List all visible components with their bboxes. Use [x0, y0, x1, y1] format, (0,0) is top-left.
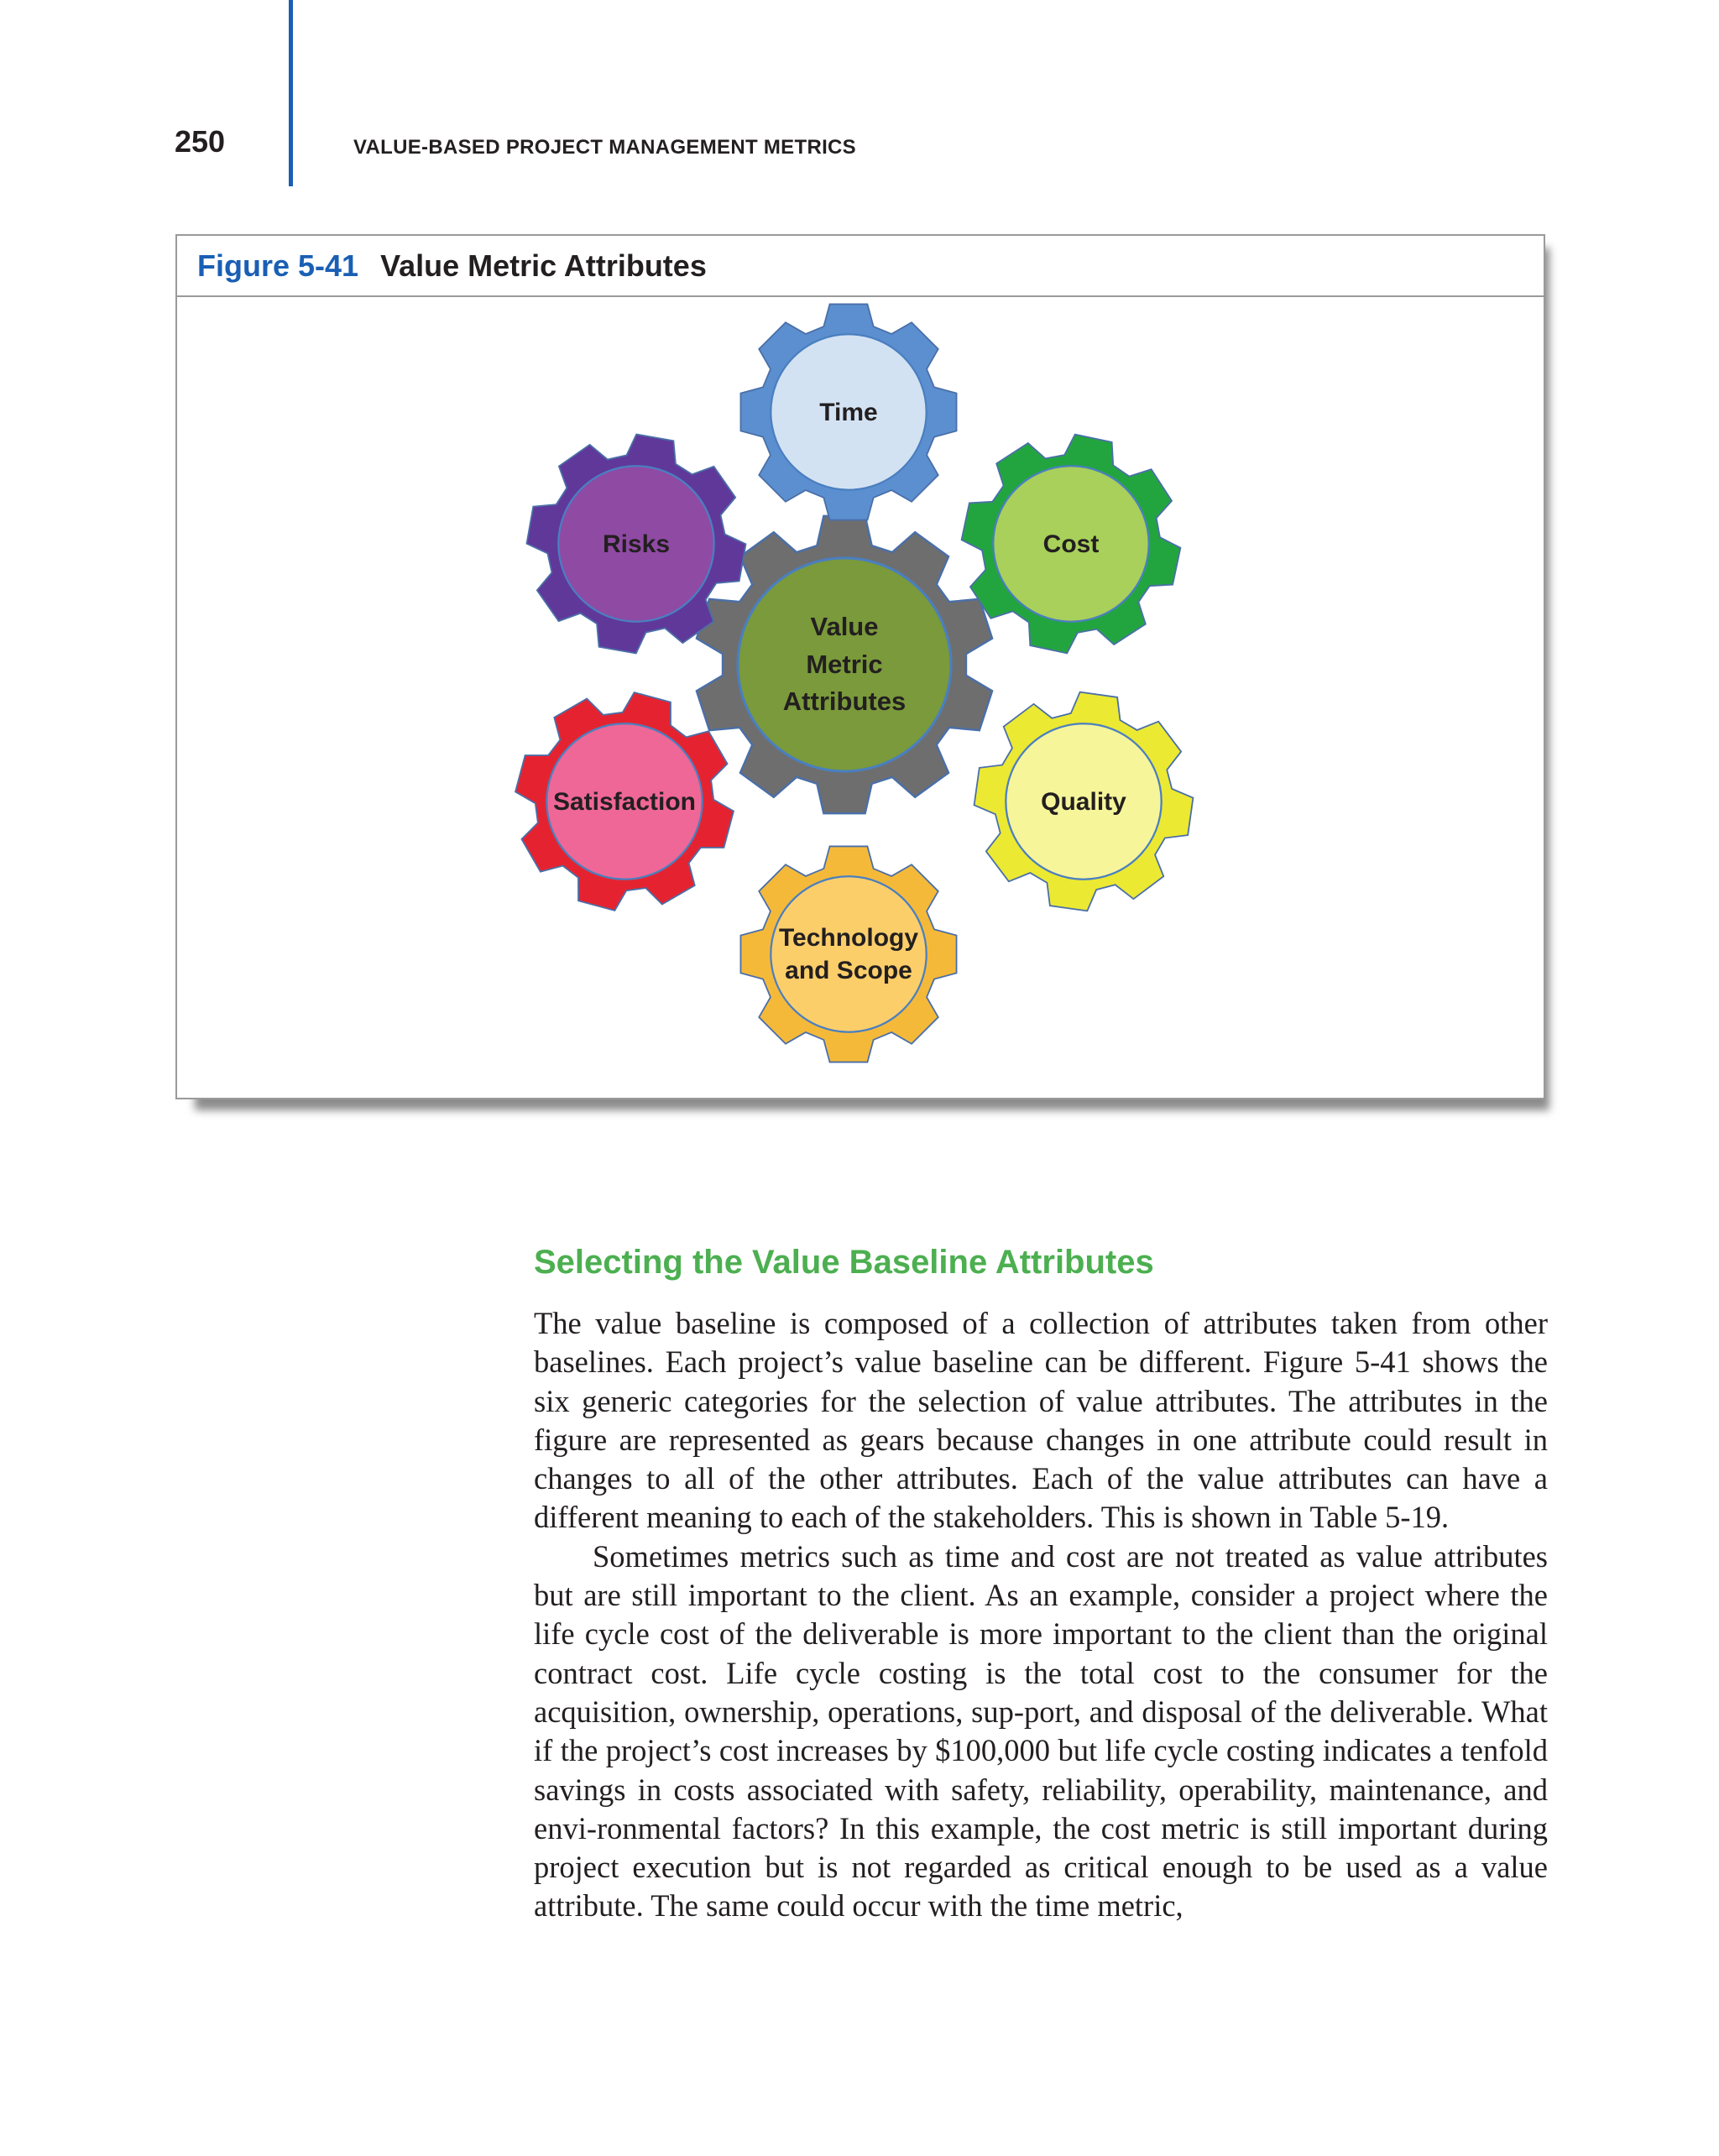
gear-risks	[523, 431, 750, 657]
gear-cost	[958, 431, 1184, 657]
gear-satisfaction	[511, 688, 738, 915]
gear-time	[735, 299, 962, 525]
paragraph-1: The value baseline is composed of a collection of attributes taken from other baselines. Each project’s value baseline can be different. Figure 5-41 shows the six generic categories for the selection of value attributes. The attributes in the figure are represented as gears because changes in one attribute could result in changes to all of the other attributes. Each of the value attributes can have a different meaning to each of the stakeholders. This is shown in Table 5-19.	[534, 1306, 1548, 1535]
body-text	[534, 1304, 1548, 1926]
gear-technology-scope-label: Technology and Scope	[778, 924, 919, 984]
gear-technology-scope	[735, 841, 962, 1068]
running-head: VALUE-BASED PROJECT MANAGEMENT METRICS	[353, 136, 856, 159]
gear-risks-label: Risks	[602, 530, 671, 558]
gear-time-label: Time	[819, 398, 878, 426]
gear-diagram	[177, 297, 1544, 1098]
gear-quality	[970, 688, 1197, 915]
section-title: Selecting the Value Baseline Attributes	[534, 1244, 1154, 1281]
figure-box	[175, 234, 1545, 1099]
paragraph-2: Sometimes metrics such as time and cost are not treated as value attributes but are still important to the client. As an example, consider a project where the life cycle cost of the deliverable is more important to the client than the original contract cost. Life cycle costing is the total cost to the consumer for the acquisition, ownership, operations, sup-port, and disposal of the deliverable. What if the project’s cost increases by $100,000 but life cycle costing indicates a tenfold savings in costs associated with safety, reliability, operability, maintenance, and envi-ronmental factors? In this example, the cost metric is still important during project execution but is not regarded as critical enough to be used as a value attribute. The same could occur with the time metric,	[534, 1538, 1548, 1924]
header-rule	[289, 0, 293, 186]
gear-cost-label: Cost	[1042, 530, 1100, 558]
figure-title: Value Metric Attributes	[380, 248, 707, 283]
page-number: 250	[175, 124, 226, 159]
gear-quality-label: Quality	[1041, 787, 1126, 816]
gear-center-label: Value Metric Attributes	[782, 611, 907, 717]
figure-number: Figure 5-41	[197, 248, 359, 283]
gear-satisfaction-label: Satisfaction	[552, 787, 697, 816]
figure-caption	[177, 236, 1544, 297]
